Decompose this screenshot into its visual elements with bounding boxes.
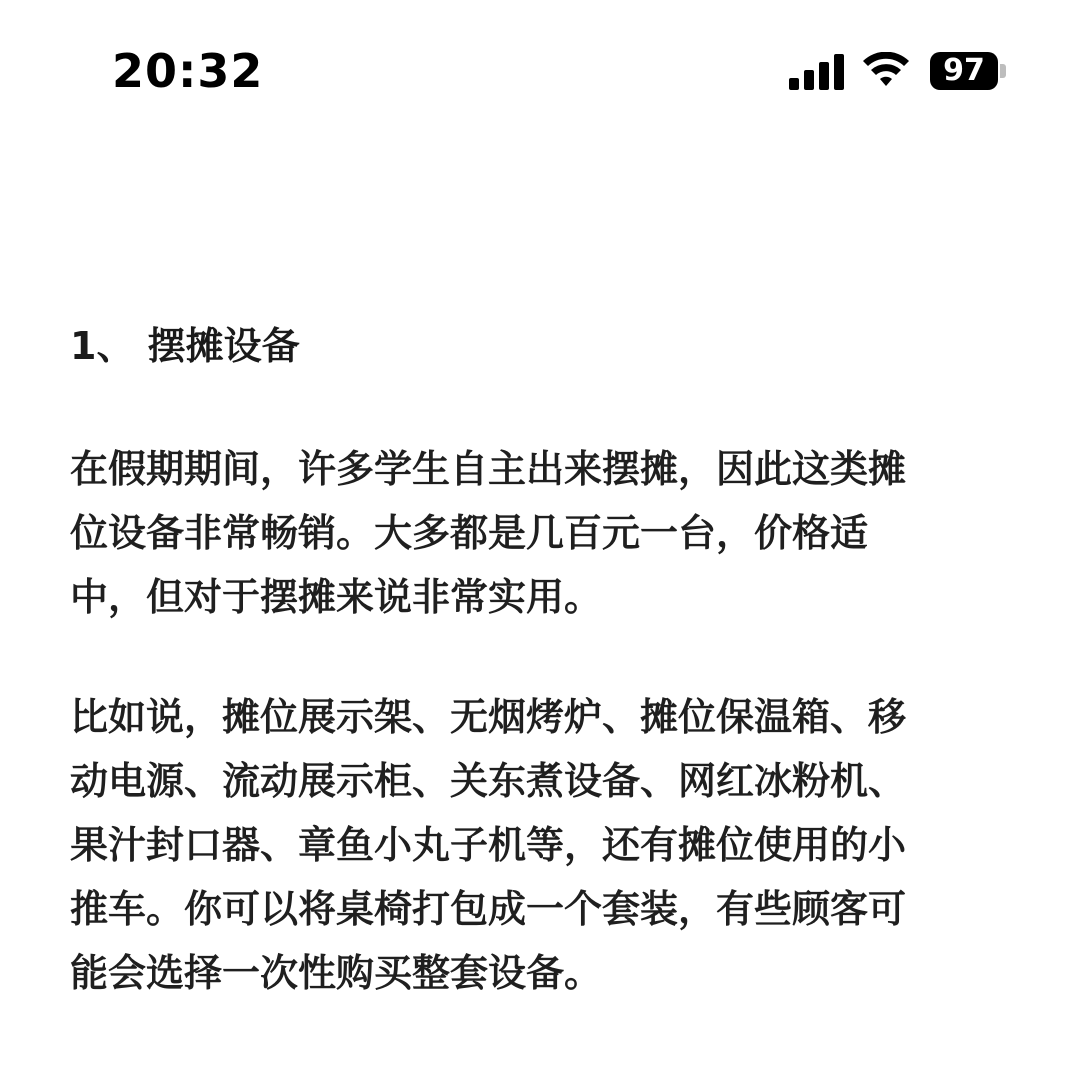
- status-bar: [0, 0, 1080, 140]
- paragraph-examples: [70, 685, 990, 1005]
- battery-level: 97: [943, 53, 985, 88]
- battery-icon: [930, 52, 1010, 90]
- paragraph-line: 位设备非常畅销。大多都是几百元一台，价格适: [70, 511, 869, 555]
- article-content: [70, 318, 990, 1061]
- status-time: 20:32: [112, 44, 264, 98]
- battery-cap: [1000, 64, 1006, 78]
- signal-icon: [789, 54, 845, 90]
- paragraph-line: 动电源、流动展示柜、关东煮设备、网红冰粉机、: [70, 759, 907, 803]
- paragraph-line: 中，但对于摆摊来说非常实用。: [70, 575, 603, 619]
- paragraph-line: 推车。你可以将桌椅打包成一个套装，有些顾客可: [70, 887, 907, 931]
- section-heading: 1、 摆摊设备: [70, 324, 300, 368]
- paragraph-line: 在假期期间，许多学生自主出来摆摊，因此这类摊: [70, 447, 907, 491]
- wifi-icon: [862, 52, 910, 90]
- paragraph-line: 能会选择一次性购买整套设备。: [70, 951, 603, 995]
- paragraph-line: 比如说，摊位展示架、无烟烤炉、摊位保温箱、移: [70, 695, 907, 739]
- paragraph-intro: [70, 437, 990, 629]
- paragraph-line: 果汁封口器、章鱼小丸子机等，还有摊位使用的小: [70, 823, 907, 867]
